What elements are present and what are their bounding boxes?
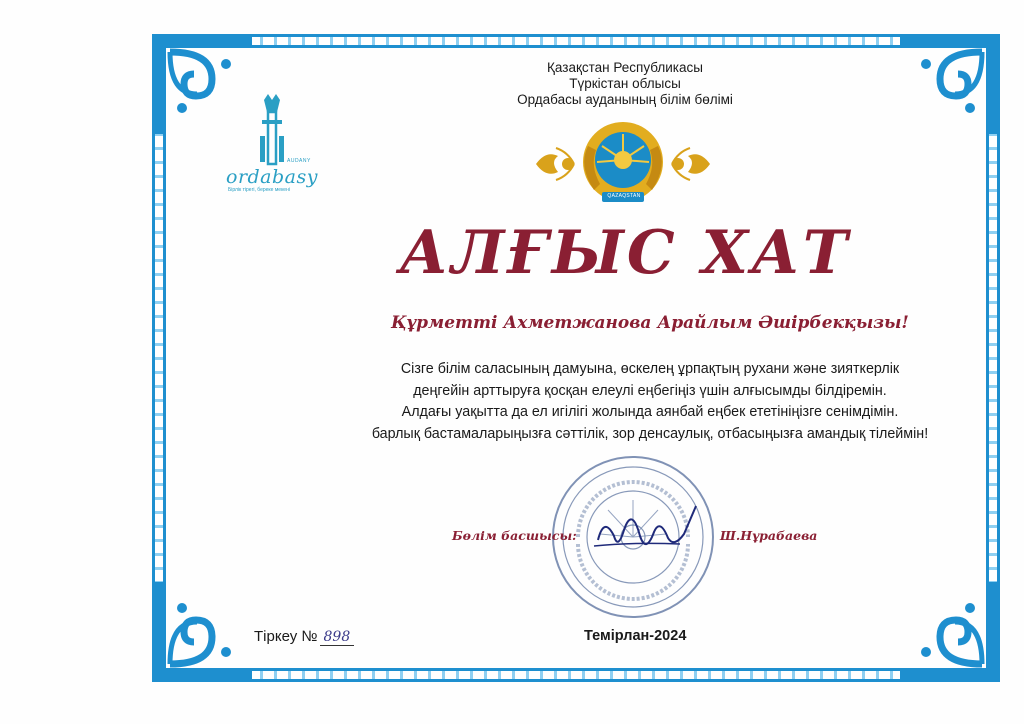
body-line-4: барлық бастамаларыңызға сәттілік, зор денсаулық, отбасыңызға амандық тілеймін!	[371, 425, 929, 442]
registration-number	[254, 628, 354, 645]
frame-right-pattern	[989, 120, 997, 590]
issuer-country: Қазақстан Республикасы	[547, 60, 703, 75]
registration-value: 898	[320, 629, 355, 646]
frame-left-pattern	[155, 120, 163, 590]
signatory-title: Бөлім басшысы:	[452, 528, 577, 543]
city-year: Темірлан-2024	[584, 628, 687, 644]
body-line-3: Алдағы уақытта да ел игілігі жолында аянбай еңбек ететініңізге сенімдімін.	[401, 404, 899, 420]
issuer-header	[440, 60, 810, 108]
corner-ornament-bottom-left	[152, 582, 252, 682]
body-line-2: деңгейін арттыруға қосқан елеулі еңбегіңіз үшін алғысымды білдіремін.	[413, 382, 887, 399]
certificate-title: АЛҒЫС ХАТ	[399, 218, 851, 288]
logo-wordmark: ordabasy	[226, 166, 318, 188]
corner-ornament-bottom-right	[900, 582, 1000, 682]
issuer-department: Ордабасы ауданының білім бөлімі	[517, 92, 733, 107]
registration-label: Тіркеу №	[254, 628, 318, 645]
certificate-body	[300, 359, 1000, 445]
recipient-greeting: Құрметті Ахметжанова Арайлым Әшірбекқызы!	[391, 313, 909, 333]
logo-tagline: Бірлік тірегі, береке мекені	[228, 187, 290, 193]
emblem-label: QAZAQSTAN	[607, 193, 641, 199]
logo-subtitle: AUDANY	[287, 158, 311, 164]
signatory-name: Ш.Нұрабаева	[720, 528, 818, 543]
corner-ornament-top-right	[900, 34, 1000, 134]
issuer-region: Түркістан облысы	[569, 76, 681, 91]
frame-bottom-pattern	[240, 671, 978, 679]
body-line-1: Сізге білім саласының дамуына, өскелең ұрпақтың рухани және зияткерлік	[400, 361, 900, 377]
frame-top-pattern	[240, 37, 978, 45]
handwritten-signature	[584, 496, 704, 566]
